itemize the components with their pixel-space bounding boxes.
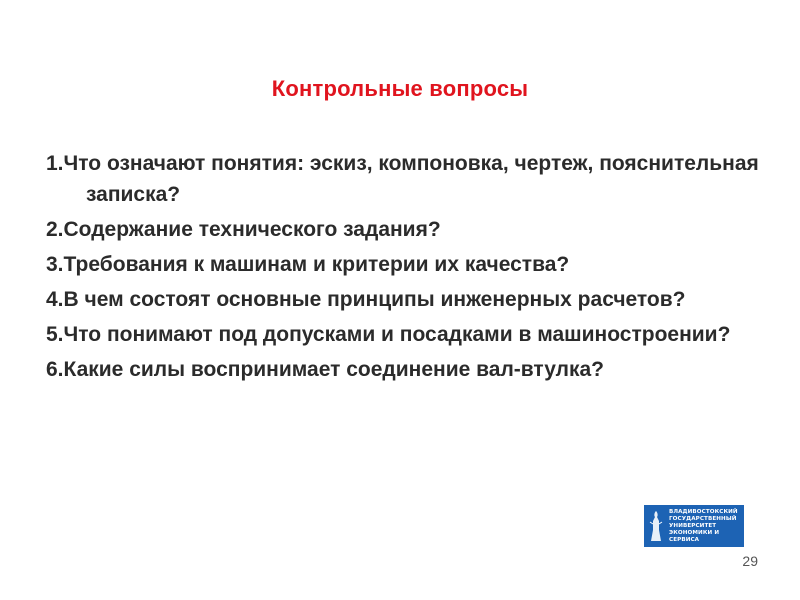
university-logo [644,505,744,547]
question-item: 2.Содержание технического задания? [46,218,441,241]
page-number: 29 [742,553,758,569]
logo-line: ВЛАДИВОСТОКСКИЙ [669,508,738,515]
university-emblem-icon [647,508,665,544]
slide-title: Контрольные вопросы [271,76,529,101]
question-list [46,148,766,389]
question-item: 6.Какие силы воспринимает соединение вал-втулка? [46,358,604,381]
logo-line: ГОСУДАРСТВЕННЫЙ [669,515,737,522]
logo-line: СЕРВИСА [669,536,700,543]
question-item: 5.Что понимают под допусками и посадками в машиностроении? [46,323,731,346]
logo-text [669,509,738,544]
question-item: 3.Требования к машинам и критерии их качества? [46,253,570,276]
logo-line: ЭКОНОМИКИ И [669,529,720,536]
question-item: 4.В чем состоят основные принципы инженерных расчетов? [46,288,686,311]
logo-line: УНИВЕРСИТЕТ [669,522,717,529]
question-item: 1.Что означают понятия: эскиз, компоновка, чертеж, пояснительная записка? [46,152,759,206]
